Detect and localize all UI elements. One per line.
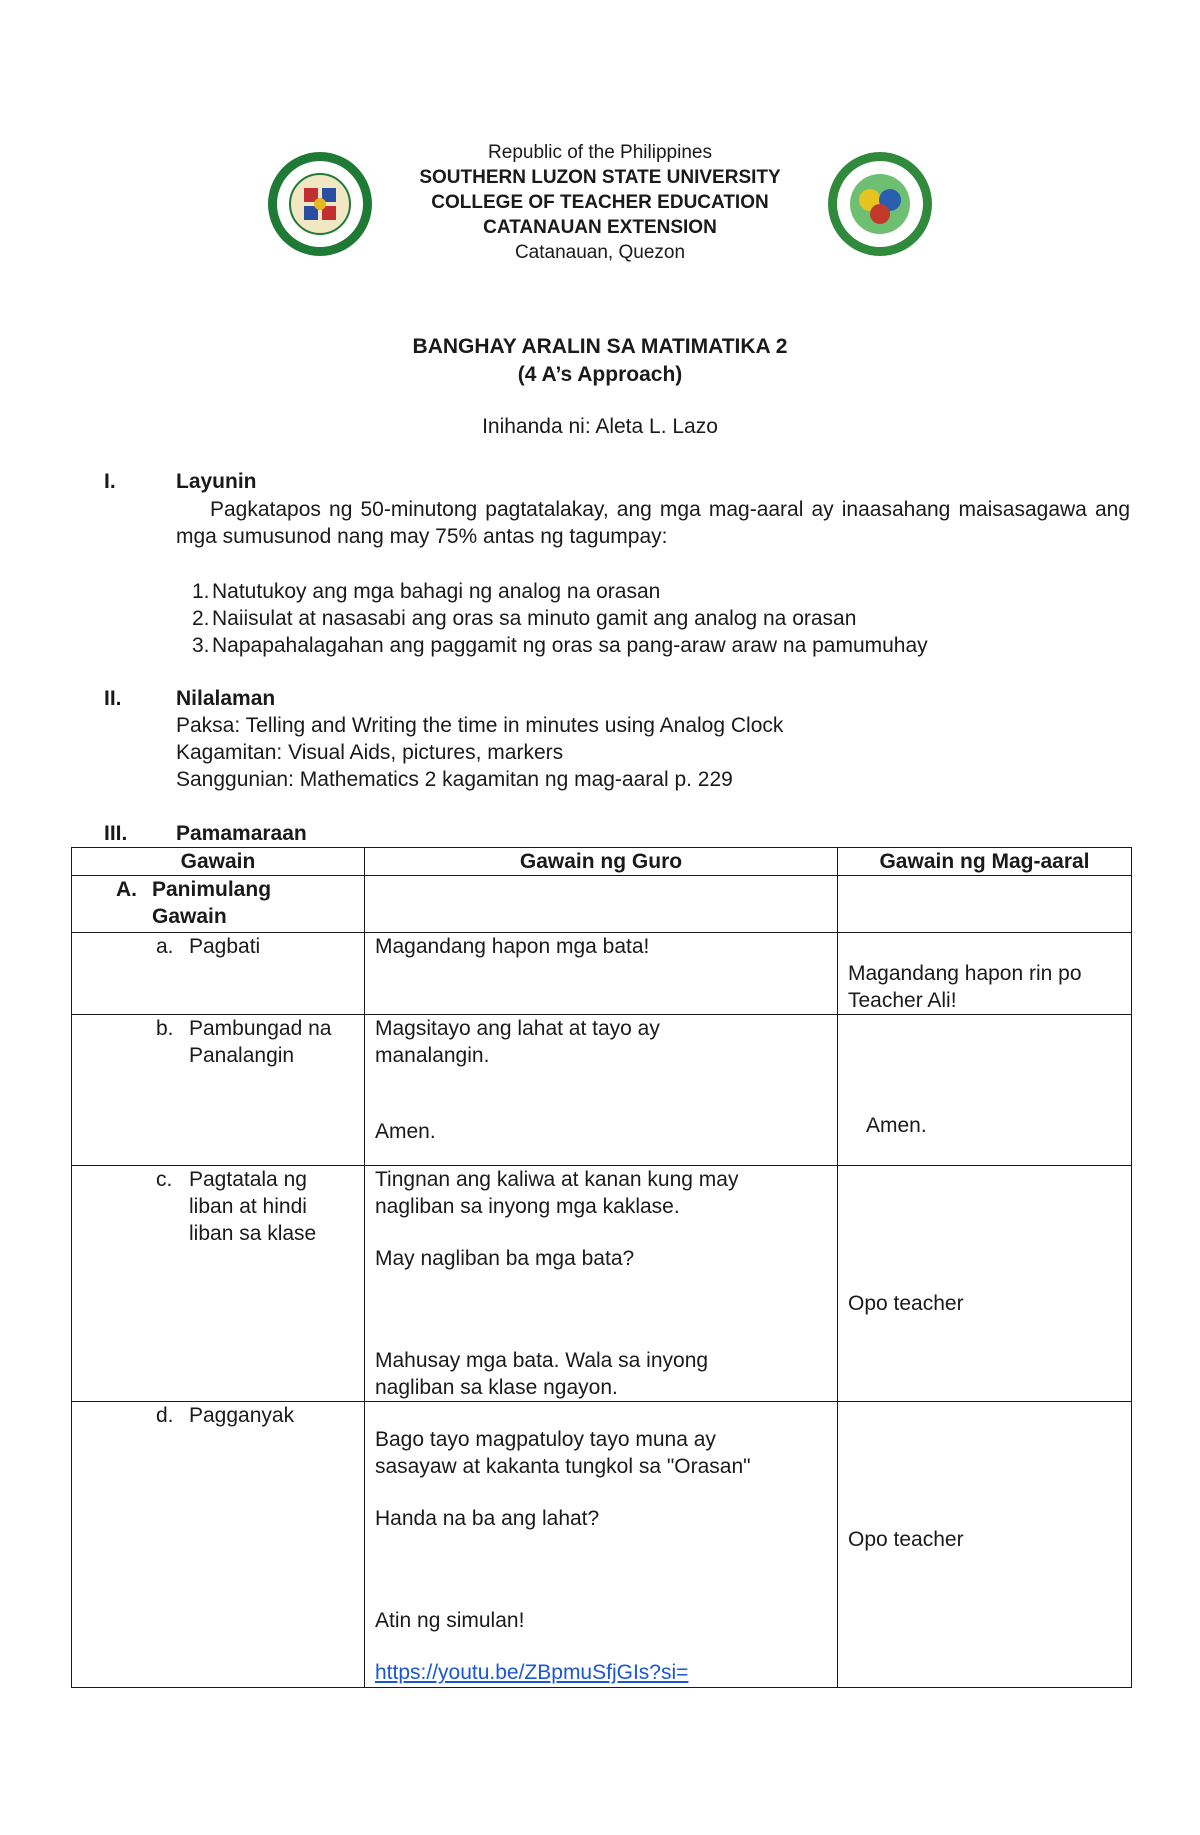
objective-number: 2. [192, 607, 210, 630]
teacher-text: Magandang hapon mga bata! [375, 935, 650, 958]
extension-name: CATANAUAN EXTENSION [483, 217, 717, 238]
section-number: I. [104, 470, 116, 493]
student-text: Opo teacher [848, 1528, 964, 1551]
objectives-intro [176, 496, 1130, 550]
table-row [72, 933, 1132, 1015]
empty-cell [365, 876, 838, 933]
teacher-cell [365, 1015, 838, 1166]
section-title: Pamamaraan [176, 822, 307, 845]
activity-cell [72, 933, 365, 1015]
activity-label: Pagganyak [189, 1404, 295, 1427]
teacher-text: May nagliban ba mga bata? [375, 1247, 635, 1270]
student-text: Opo teacher [848, 1292, 964, 1315]
objective-item [192, 632, 928, 659]
student-text: Teacher Ali! [848, 989, 957, 1012]
title-main: BANGHAY ARALIN SA MATIMATIKA 2 [412, 335, 788, 358]
teacher-text: Bago tayo magpatuloy tayo muna ay [375, 1428, 716, 1451]
section-number: III. [104, 822, 128, 845]
objectives-intro-text: Pagkatapos ng 50-minutong pagtatalakay, ang mga mag-aaral ay inaasahang maisasagawa ang mga sumusunod nang may 75% antas ng tagumpay: [176, 498, 1130, 548]
sanggunian-line: Sanggunian: Mathematics 2 kagamitan ng mag-aaral p. 229 [176, 768, 733, 791]
activity-cell [72, 1015, 365, 1166]
teacher-text: Handa na ba ang lahat? [375, 1507, 600, 1530]
extension-seal-logo [826, 150, 934, 258]
teacher-text: Amen. [375, 1120, 436, 1143]
activity-label: liban at hindi [189, 1195, 307, 1218]
teacher-text: Magsitayo ang lahat at tayo ay [375, 1017, 660, 1040]
objective-text: Natutukoy ang mga bahagi ng analog na orasan [212, 580, 661, 603]
teacher-cell [365, 1166, 838, 1402]
activity-label: Pagtatala ng [189, 1168, 307, 1191]
objective-number: 3. [192, 634, 210, 657]
activity-letter: b. [156, 1017, 174, 1040]
column-header: Gawain [72, 848, 365, 876]
activity-label: liban sa klase [189, 1222, 317, 1245]
activity-label: Panalangin [189, 1044, 295, 1067]
kagamitan-line: Kagamitan: Visual Aids, pictures, markers [176, 741, 564, 764]
location-line: Catanauan, Quezon [514, 242, 686, 263]
empty-cell [838, 876, 1132, 933]
document-header [380, 140, 820, 265]
phase-cell [72, 876, 365, 933]
activity-label: Pambungad na [189, 1017, 332, 1040]
youtube-link[interactable]: https://youtu.be/ZBpmuSfjGIs?si= [375, 1661, 689, 1684]
section-number: II. [104, 687, 122, 710]
teacher-text: sasayaw at kakanta tungkol sa "Orasan" [375, 1455, 751, 1478]
student-text: Amen. [866, 1114, 927, 1137]
procedure-table [71, 847, 1132, 1688]
teacher-text: Atin ng simulan! [375, 1609, 525, 1632]
table-row [72, 876, 1132, 933]
phase-label: Panimulang [152, 878, 272, 901]
student-text: Magandang hapon rin po [848, 962, 1082, 985]
student-cell [838, 1166, 1132, 1402]
objective-text: Naiisulat at nasasabi ang oras sa minuto gamit ang analog na orasan [212, 607, 857, 630]
objective-number: 1. [192, 580, 210, 603]
university-name: SOUTHERN LUZON STATE UNIVERSITY [419, 167, 781, 188]
activity-cell [72, 1166, 365, 1402]
activity-letter: c. [156, 1168, 173, 1191]
table-header-row [72, 848, 1132, 876]
section-title: Layunin [176, 470, 257, 493]
teacher-text: manalangin. [375, 1044, 490, 1067]
student-cell [838, 1402, 1132, 1688]
activity-letter: a. [156, 935, 174, 958]
activity-label: Pagbati [189, 935, 261, 958]
phase-letter: A. [116, 878, 137, 901]
table-row [72, 1015, 1132, 1166]
column-header: Gawain ng Guro [365, 848, 838, 876]
university-seal-logo [266, 150, 374, 258]
section-title: Nilalaman [176, 687, 276, 710]
objective-item [192, 605, 857, 632]
teacher-text: Mahusay mga bata. Wala sa inyong [375, 1349, 709, 1372]
teacher-text: Tingnan ang kaliwa at kanan kung may [375, 1168, 739, 1191]
college-name: COLLEGE OF TEACHER EDUCATION [431, 192, 769, 213]
teacher-cell [365, 1402, 838, 1688]
objective-text: Napapahalagahan ang paggamit ng oras sa pang-araw araw na pamumuhay [212, 634, 928, 657]
objective-item [192, 578, 661, 605]
prepared-by: Inihanda ni: Aleta L. Lazo [482, 415, 718, 438]
teacher-text: nagliban sa klase ngayon. [375, 1376, 618, 1399]
student-cell [838, 1015, 1132, 1166]
title-sub: (4 A’s Approach) [517, 363, 683, 386]
student-cell [838, 933, 1132, 1015]
table-row [72, 1166, 1132, 1402]
activity-letter: d. [156, 1404, 174, 1427]
document-title [300, 333, 900, 389]
table-row [72, 1402, 1132, 1688]
teacher-cell [365, 933, 838, 1015]
column-header: Gawain ng Mag-aaral [838, 848, 1132, 876]
country-line: Republic of the Philippines [488, 142, 712, 163]
phase-label: Gawain [152, 905, 227, 928]
paksa-line: Paksa: Telling and Writing the time in minutes using Analog Clock [176, 714, 784, 737]
activity-cell [72, 1402, 365, 1688]
teacher-text: nagliban sa inyong mga kaklase. [375, 1195, 680, 1218]
